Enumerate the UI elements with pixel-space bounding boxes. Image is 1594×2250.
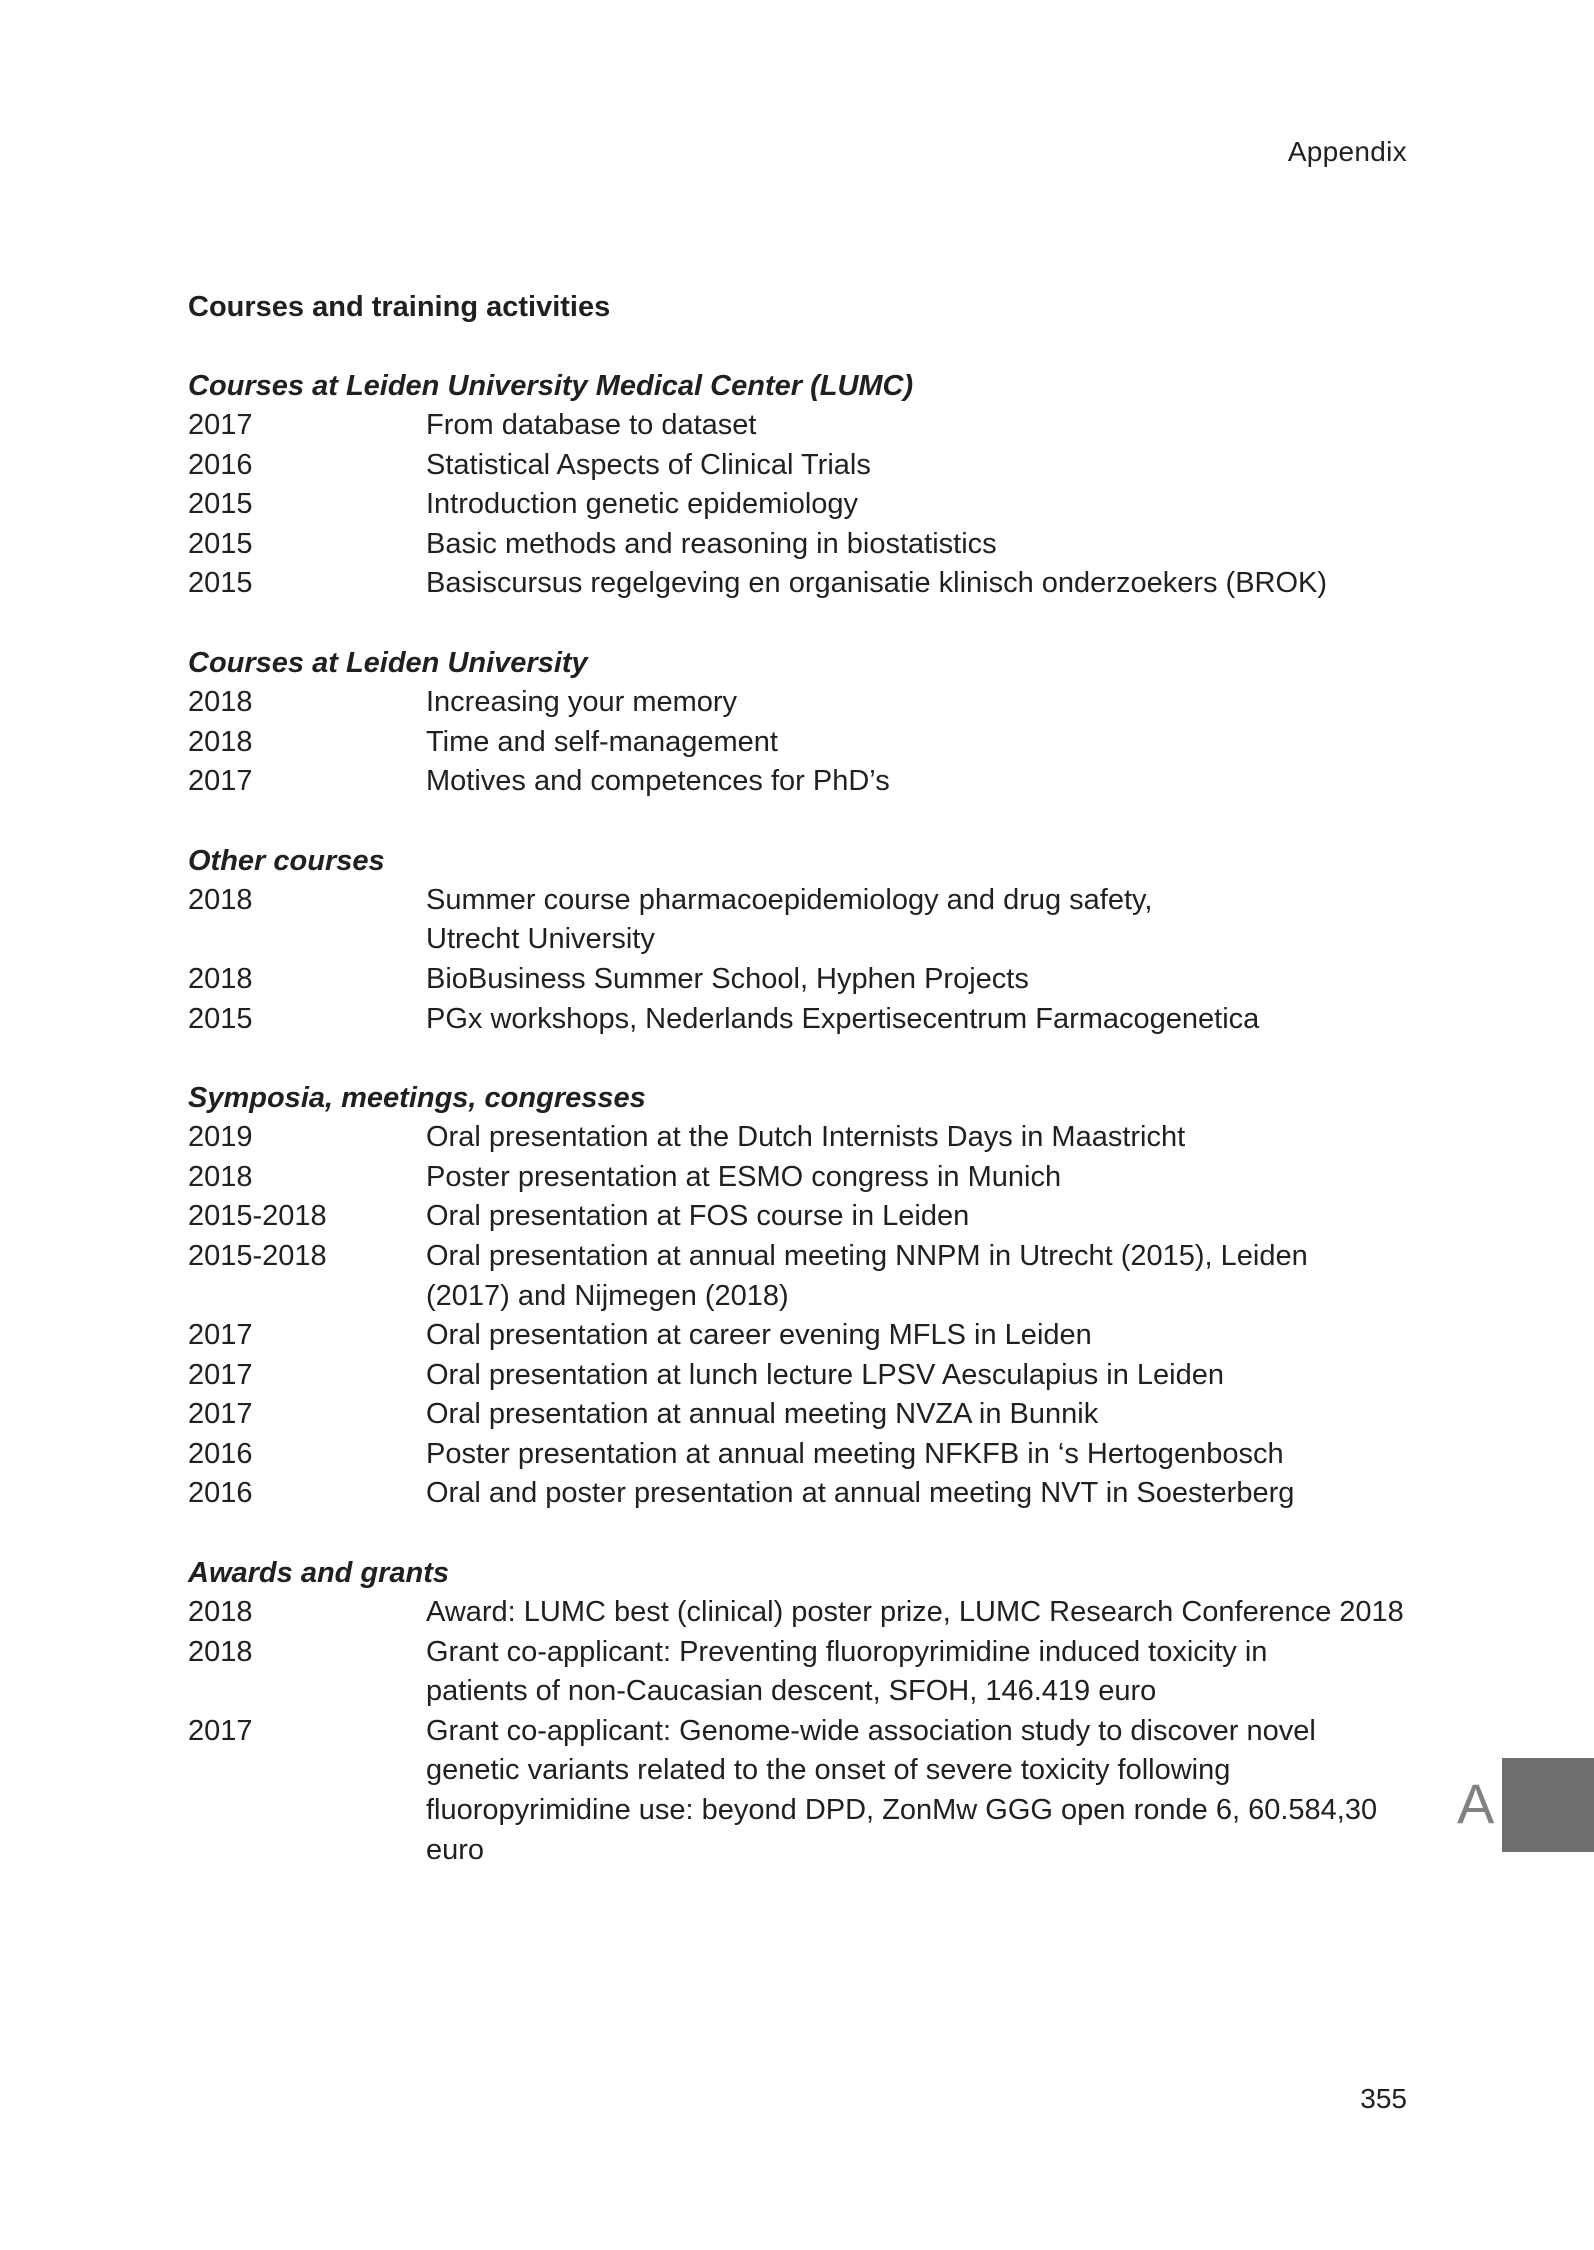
entry-row <box>188 723 1408 763</box>
entry-description: Oral presentation at annual meeting NNPM in Utrecht (2015), Leiden <box>426 1239 1308 1272</box>
running-header: Appendix <box>1287 136 1407 167</box>
entry-description: Oral presentation at lunch lecture LPSV Aesculapius in Leiden <box>426 1358 1224 1391</box>
section <box>188 841 1408 1039</box>
entry-row <box>188 446 1408 486</box>
section <box>188 366 1408 604</box>
entry-description: euro <box>426 1833 485 1866</box>
entry-year: 2015 <box>188 527 253 560</box>
entry-description: Time and self-management <box>426 725 778 758</box>
section-title: Other courses <box>188 844 385 877</box>
entry-description: From database to dataset <box>426 409 757 441</box>
entry-row <box>188 1831 1408 1871</box>
sections-container <box>188 366 1408 1870</box>
section-title: Symposia, meetings, congresses <box>188 1082 646 1115</box>
entry-description: Introduction genetic epidemiology <box>426 488 859 521</box>
section-title: Awards and grants <box>188 1557 450 1590</box>
entry-description: Oral presentation at career evening MFLS in Leiden <box>426 1319 1092 1352</box>
entry-year: 2019 <box>188 1121 253 1154</box>
entry-row <box>188 1672 1408 1712</box>
entry-row <box>188 1474 1408 1514</box>
entry-description: Oral and poster presentation at annual meeting NVT in Soesterberg <box>426 1477 1295 1510</box>
entry-description: BioBusiness Summer School, Hyphen Projects <box>426 962 1029 995</box>
entry-row <box>188 1791 1408 1831</box>
section <box>188 1553 1408 1870</box>
entry-description: Poster presentation at ESMO congress in Munich <box>426 1160 1062 1193</box>
entry-description: Oral presentation at annual meeting NVZA in Bunnik <box>426 1398 1099 1431</box>
entry-row <box>188 683 1408 723</box>
entry-year: 2015 <box>188 1002 253 1035</box>
entry-row <box>188 881 1408 921</box>
entry-description: Oral presentation at FOS course in Leiden <box>426 1200 970 1233</box>
entry-row <box>188 1435 1408 1475</box>
page-number: 355 <box>1360 2083 1407 2114</box>
entry-year: 2015-2018 <box>188 1239 327 1272</box>
entry-description: (2017) and Nijmegen (2018) <box>426 1279 789 1312</box>
entry-year: 2017 <box>188 1714 253 1747</box>
entry-description: genetic variants related to the onset of severe toxicity following <box>426 1754 1231 1787</box>
entry-row <box>188 1197 1408 1237</box>
entry-year <box>188 1791 426 1831</box>
entry-year: 2018 <box>188 1635 253 1668</box>
entry-row <box>188 564 1408 604</box>
entry-description: Statistical Aspects of Clinical Trials <box>426 448 871 481</box>
section-title: Courses at Leiden University <box>188 646 588 679</box>
entry-year: 2018 <box>188 883 253 916</box>
entry-description: Grant co-applicant: Genome-wide association study to discover novel <box>426 1714 1316 1747</box>
entry-year: 2015 <box>188 567 253 600</box>
entry-year: 2017 <box>188 1398 253 1431</box>
entry-row <box>188 1277 1408 1317</box>
entry-row <box>188 1118 1408 1158</box>
entry-description: Basiscursus regelgeving en organisatie klinisch onderzoekers (BROK) <box>426 567 1328 600</box>
entry-description: Summer course pharmacoepidemiology and drug safety, <box>426 883 1153 916</box>
entry-year: 2018 <box>188 1160 253 1193</box>
entry-year: 2017 <box>188 765 253 798</box>
entry-year: 2018 <box>188 1596 253 1629</box>
entry-row <box>188 1395 1408 1435</box>
entry-description: Motives and competences for PhD’s <box>426 765 890 798</box>
entry-year: 2015 <box>188 488 253 521</box>
entry-row <box>188 1633 1408 1673</box>
entry-year: 2017 <box>188 1358 253 1391</box>
entry-description: Increasing your memory <box>426 685 738 718</box>
section <box>188 1078 1408 1514</box>
appendix-tab-marker <box>1502 1758 1594 1852</box>
entry-row <box>188 1237 1408 1277</box>
appendix-tab-letter: A <box>1457 1772 1495 1835</box>
entry-description: Award: LUMC best (clinical) poster prize, LUMC Research Conference 2018 <box>426 1596 1404 1629</box>
entry-row <box>188 485 1408 525</box>
section-title: Courses at Leiden University Medical Center (LUMC) <box>188 370 914 402</box>
page-content <box>188 287 1408 1909</box>
entry-description: PGx workshops, Nederlands Expertisecentrum Farmacogenetica <box>426 1002 1260 1035</box>
entry-year: 2016 <box>188 1477 253 1510</box>
entry-row <box>188 1000 1408 1040</box>
entry-year: 2017 <box>188 409 253 441</box>
entry-row <box>188 1593 1408 1633</box>
entry-year: 2017 <box>188 1319 253 1352</box>
entry-year <box>188 1751 426 1791</box>
entry-row <box>188 1712 1408 1752</box>
entry-year: 2016 <box>188 1437 253 1470</box>
entry-description: fluoropyrimidine use: beyond DPD, ZonMw GGG open ronde 6, 60.584,30 <box>426 1794 1378 1827</box>
entry-row <box>188 762 1408 802</box>
entry-year <box>188 1831 426 1871</box>
entry-description: Oral presentation at the Dutch Internists Days in Maastricht <box>426 1121 1186 1154</box>
entry-year: 2018 <box>188 962 253 995</box>
entry-row <box>188 1356 1408 1396</box>
entry-description: Grant co-applicant: Preventing fluoropyrimidine induced toxicity in <box>426 1635 1268 1668</box>
entry-row <box>188 525 1408 565</box>
entry-year <box>188 1672 426 1712</box>
entry-year <box>188 920 426 960</box>
page-title: Courses and training activities <box>188 291 611 323</box>
entry-row <box>188 920 1408 960</box>
entry-description: patients of non-Caucasian descent, SFOH, 146.419 euro <box>426 1675 1157 1708</box>
entry-year <box>188 1277 426 1317</box>
entry-row <box>188 406 1408 446</box>
entry-year: 2018 <box>188 725 253 758</box>
entry-year: 2015-2018 <box>188 1200 327 1233</box>
entry-year: 2018 <box>188 685 253 718</box>
entry-row <box>188 1316 1408 1356</box>
entry-row <box>188 1751 1408 1791</box>
section <box>188 643 1408 802</box>
entry-row <box>188 960 1408 1000</box>
entry-row <box>188 1158 1408 1198</box>
entry-description: Utrecht University <box>426 923 655 956</box>
entry-description: Poster presentation at annual meeting NFKFB in ‘s Hertogenbosch <box>426 1437 1284 1470</box>
entry-description: Basic methods and reasoning in biostatistics <box>426 527 997 560</box>
entry-year: 2016 <box>188 448 253 481</box>
